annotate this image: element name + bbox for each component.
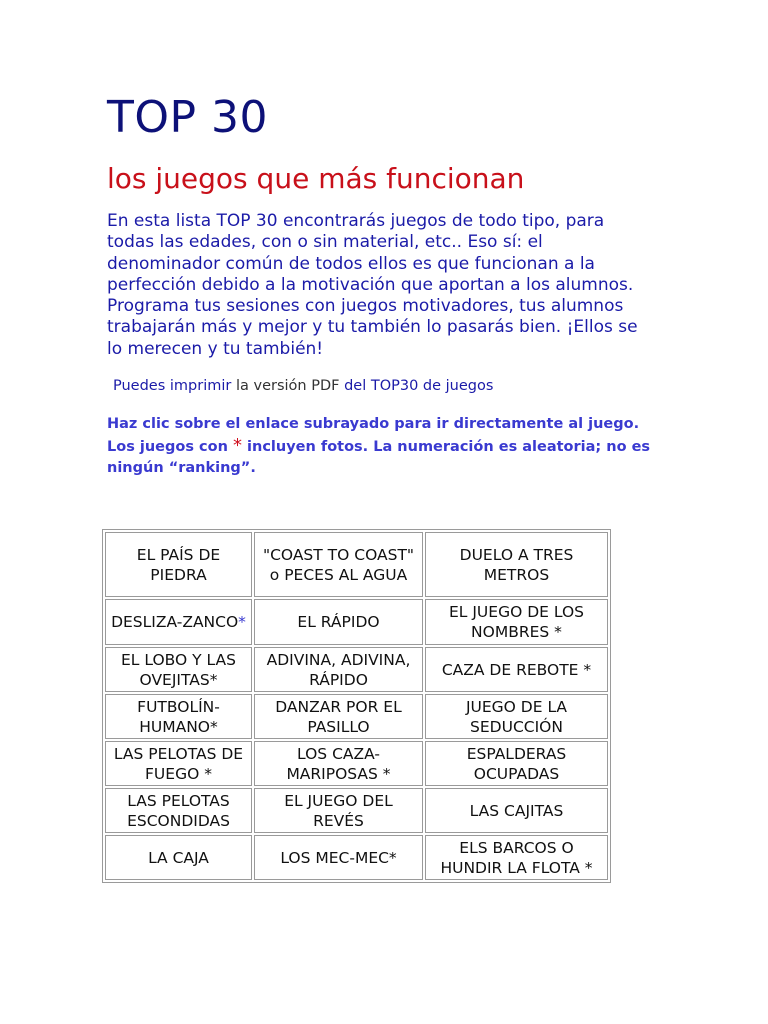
- game-cell[interactable]: [105, 599, 252, 645]
- page-subtitle: los juegos que más funcionan: [107, 162, 525, 195]
- photo-star-icon: *: [238, 613, 246, 631]
- game-cell[interactable]: "COAST TO COAST" o PECES AL AGUA: [254, 532, 423, 597]
- intro-paragraph: En esta lista TOP 30 encontrarás juegos de todo tipo, para todas las edades, con o sin material, etc.. Eso sí: el denominador común de todos ellos es que funcionan a la perfección debido a la motivación que aportan a los alumnos. Programa tus sesiones con juegos motivadores, tus alumnos trabajarán más y mejor y tu también lo pasarás bien. ¡Ellos se lo merecen y tu también!: [107, 211, 638, 359]
- game-cell[interactable]: LAS CAJITAS: [425, 788, 608, 833]
- game-cell[interactable]: LOS MEC-MEC*: [254, 835, 423, 880]
- table-row: [105, 741, 608, 786]
- game-cell[interactable]: ADIVINA, ADIVINA, RÁPIDO: [254, 647, 423, 692]
- table-row: [105, 694, 608, 739]
- game-cell[interactable]: JUEGO DE LA SEDUCCIÓN: [425, 694, 608, 739]
- game-cell[interactable]: CAZA DE REBOTE *: [425, 647, 608, 692]
- table-row: [105, 835, 608, 880]
- game-cell[interactable]: FUTBOLÍN-HUMANO*: [105, 694, 252, 739]
- note-text-before: Haz clic sobre el enlace subrayado para ir directamente al juego. Los juegos con: [107, 416, 640, 456]
- game-cell[interactable]: EL RÁPIDO: [254, 599, 423, 645]
- games-table: [102, 529, 611, 883]
- pdf-download-line: [113, 376, 667, 396]
- pdf-text-1: Puedes imprimir: [113, 378, 232, 395]
- game-cell[interactable]: DANZAR POR EL PASILLO: [254, 694, 423, 739]
- instructions-note: [107, 414, 652, 479]
- game-cell[interactable]: EL JUEGO DEL REVÉS: [254, 788, 423, 833]
- game-cell[interactable]: ESPALDERAS OCUPADAS: [425, 741, 608, 786]
- pdf-version-link[interactable]: la versión PDF: [235, 378, 340, 395]
- game-cell[interactable]: LAS PELOTAS ESCONDIDAS: [105, 788, 252, 833]
- page-title: TOP 30: [107, 92, 269, 143]
- game-cell[interactable]: LOS CAZA-MARIPOSAS *: [254, 741, 423, 786]
- table-row: [105, 788, 608, 833]
- game-cell[interactable]: DUELO A TRES METROS: [425, 532, 608, 597]
- game-cell[interactable]: LA CAJA: [105, 835, 252, 880]
- document-page: [107, 92, 667, 479]
- game-cell[interactable]: EL PAÍS DE PIEDRA: [105, 532, 252, 597]
- table-row: [105, 599, 608, 645]
- photo-star-icon: *: [232, 435, 242, 457]
- note-text-after: incluyen fotos. La numeración es aleatoria; no es ningún “ranking”.: [107, 439, 651, 477]
- game-cell[interactable]: ELS BARCOS O HUNDIR LA FLOTA *: [425, 835, 608, 880]
- game-cell[interactable]: EL LOBO Y LAS OVEJITAS*: [105, 647, 252, 692]
- table-row: [105, 647, 608, 692]
- game-label: DESLIZA-ZANCO: [111, 613, 239, 631]
- pdf-text-3[interactable]: del TOP30 de juegos: [344, 378, 494, 395]
- game-cell[interactable]: EL JUEGO DE LOS NOMBRES *: [425, 599, 608, 645]
- game-cell[interactable]: LAS PELOTAS DE FUEGO *: [105, 741, 252, 786]
- table-row: [105, 532, 608, 597]
